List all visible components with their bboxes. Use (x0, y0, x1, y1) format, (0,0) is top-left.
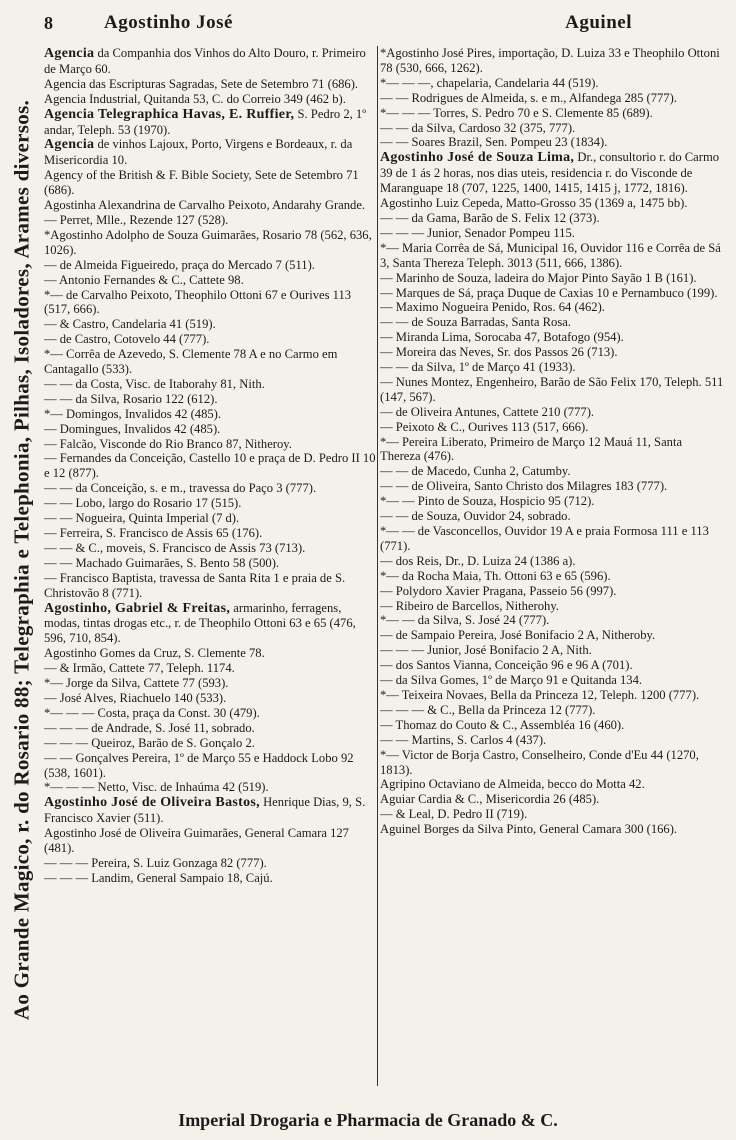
directory-entry (44, 795, 376, 826)
directory-entry (44, 92, 376, 107)
directory-entry (44, 451, 376, 481)
entry-text: — de Almeida Figueiredo, praça do Mercado 7 (511). (44, 257, 315, 272)
entry-text: *— — — Torres, S. Pedro 70 e S. Clemente 85 (689). (380, 105, 653, 120)
entry-text: — — de Souza Barradas, Santa Rosa. (380, 315, 571, 330)
entry-text: — Marques de Sá, praça Duque de Caxias 10 e Pernambuco (199). (380, 285, 718, 300)
page-number: 8 (44, 12, 53, 33)
entry-text: — — da Silva, 1º de Março 41 (1933). (380, 360, 576, 375)
entry-text: — — Nogueira, Quinta Imperial (7 d). (44, 511, 240, 526)
directory-entry (44, 481, 376, 496)
entry-text: — Francisco Baptista, travessa de Santa Rita 1 e praia de S. Christovão 8 (771). (44, 570, 346, 600)
directory-entry (380, 226, 724, 241)
directory-entry (44, 706, 376, 721)
entry-text: *— da Rocha Maia, Th. Ottoni 63 e 65 (596). (380, 568, 611, 583)
directory-entry (44, 541, 376, 556)
directory-entry (44, 871, 376, 886)
entry-text: — Nunes Montez, Engenheiro, Barão de São Felix 170, Teleph. 511 (147, 567). (380, 374, 724, 404)
entry-text: — — Martins, S. Carlos 4 (437). (380, 732, 547, 747)
entry-text: — Fernandes da Conceição, Castello 10 e praça de D. Pedro II 10 e 12 (877). (44, 451, 376, 481)
directory-entry (380, 569, 724, 584)
directory-entry (380, 643, 724, 658)
directory-entry (44, 407, 376, 422)
entry-text: da Companhia dos Vinhos do Alto Douro, r. Primeiro de Março 60. (44, 46, 366, 76)
entry-text: — — Rodrigues de Almeida, s. e m., Alfandega 285 (777). (380, 90, 677, 105)
entry-text: Agostinho José de Oliveira Guimarães, General Camara 127 (481). (44, 826, 349, 856)
entry-text: — de Sampaio Pereira, José Bonifacio 2 A, Nitheroby. (380, 628, 656, 643)
directory-entry (44, 288, 376, 318)
entry-text: — Marinho de Souza, ladeira do Major Pinto Sayão 1 B (161). (380, 270, 697, 285)
entry-text: — José Alves, Riachuelo 140 (533). (44, 690, 227, 705)
entry-text: — — — Pereira, S. Luiz Gonzaga 82 (777). (44, 855, 267, 870)
directory-entry (380, 300, 724, 315)
entry-text: — & Castro, Candelaria 41 (519). (44, 317, 216, 332)
entry-name-bold: Agostinho José de Souza Lima, (380, 150, 575, 166)
entry-text: Aguiar Cardia & C., Misericordia 26 (485). (380, 792, 600, 807)
entry-text: *— — Pinto de Souza, Hospicio 95 (712). (380, 494, 595, 509)
entry-text: *— — de Vasconcellos, Ouvidor 19 A e praia Formosa 111 e 113 (771). (380, 524, 709, 553)
entry-text: S. Pedro 2, 1º andar, Teleph. 53 (1970). (44, 106, 367, 137)
entry-text: *— Domingos, Invalidos 42 (485). (44, 406, 222, 421)
entry-text: — — de Macedo, Cunha 2, Catumby. (380, 464, 571, 479)
directory-entry (380, 135, 724, 150)
directory-entry (44, 377, 376, 392)
directory-entry (380, 375, 724, 405)
directory-entry (380, 688, 724, 703)
entry-text: *— — da Silva, S. José 24 (777). (380, 613, 550, 628)
directory-entry (380, 658, 724, 673)
directory-entry (44, 77, 376, 92)
directory-entry (380, 673, 724, 688)
directory-entry (380, 807, 724, 822)
header-left-keyword: Agostinho José (104, 12, 233, 33)
directory-entry (380, 554, 724, 569)
directory-entry (44, 826, 376, 856)
directory-entry (380, 613, 724, 628)
entry-text: — Polydoro Xavier Pragana, Passeio 56 (997). (380, 583, 617, 598)
entry-text: — — — de Andrade, S. José 11, sobrado. (44, 720, 255, 735)
entry-text: — Domingues, Invalidos 42 (485). (44, 421, 221, 436)
directory-entry (380, 748, 724, 778)
entry-name-bold: Agencia Telegraphica Havas, E. Ruffier, (44, 106, 295, 122)
entry-text: — dos Santos Vianna, Conceição 96 e 96 A (701). (380, 658, 633, 673)
entry-text: — — Lobo, largo do Rosario 17 (515). (44, 496, 242, 511)
directory-entry (380, 494, 724, 509)
entry-text: — da Silva Gomes, 1º de Março 91 e Quitanda 134. (380, 673, 643, 688)
directory-entry (44, 213, 376, 228)
right-column (380, 46, 724, 1086)
directory-entry (44, 347, 376, 377)
directory-entry (44, 496, 376, 511)
directory-entry (380, 628, 724, 643)
entry-text: — — — Junior, José Bonifacio 2 A, Nith. (380, 643, 592, 658)
entry-text: — — da Costa, Visc. de Itaborahy 81, Nith. (44, 376, 265, 391)
directory-entry (380, 703, 724, 718)
entry-text: *— Victor de Borja Castro, Conselheiro, Conde d'Eu 44 (1270, 1813). (380, 747, 699, 777)
entry-text: — — Gonçalves Pereira, 1º de Março 55 e Haddock Lobo 92 (538, 1601). (44, 750, 354, 780)
entry-text: — Maximo Nogueira Penido, Ros. 64 (462). (380, 300, 605, 315)
directory-entry (380, 405, 724, 420)
entry-text: *— Corrêa de Azevedo, S. Clemente 78 A e no Carmo em Cantagallo (533). (44, 347, 338, 377)
entry-text: — Falcão, Visconde do Rio Branco 87, Nitheroy. (44, 436, 292, 451)
directory-entry (380, 584, 724, 599)
directory-entry (44, 392, 376, 407)
entry-text: — — Soares Brazil, Sen. Pompeu 23 (1834). (380, 135, 608, 150)
entry-text: *— — — Netto, Visc. de Inhaúma 42 (519). (44, 780, 269, 795)
directory-entry (380, 360, 724, 375)
entry-text: Aguinel Borges da Silva Pinto, General Camara 300 (166). (380, 822, 678, 837)
directory-entry (380, 509, 724, 524)
page-header (44, 8, 722, 38)
entry-text: — Moreira das Neves, Sr. dos Passos 26 (713). (380, 345, 618, 360)
directory-entry (44, 691, 376, 706)
directory-entry (44, 601, 376, 647)
directory-entry (380, 733, 724, 748)
directory-entry (380, 718, 724, 733)
directory-entry (44, 317, 376, 332)
entry-text: *Agostinho Adolpho de Souza Guimarães, Rosario 78 (562, 636, 1026). (44, 227, 372, 257)
entry-text: — — da Silva, Rosario 122 (612). (44, 391, 218, 406)
entry-text: — — Machado Guimarães, S. Bento 58 (500). (44, 555, 280, 570)
entry-text: — de Castro, Cotovelo 44 (777). (44, 332, 210, 347)
entry-text: *— de Carvalho Peixoto, Theophilo Ottoni 67 e Ourives 113 (517, 666). (44, 287, 352, 317)
directory-entry (44, 646, 376, 661)
directory-entry (380, 599, 724, 614)
directory-entry (44, 780, 376, 795)
left-column (44, 46, 376, 1086)
directory-entry (380, 271, 724, 286)
directory-entry (380, 315, 724, 330)
entry-text: *— Pereira Liberato, Primeiro de Março 12 Mauá 11, Santa Thereza (476). (380, 434, 683, 464)
directory-entry (380, 196, 724, 211)
directory-entry (44, 228, 376, 258)
directory-entry (380, 106, 724, 121)
directory-entry (44, 751, 376, 781)
entry-text: — & Irmão, Cattete 77, Teleph. 1174. (44, 661, 235, 676)
vertical-advertisement-text: Ao Grande Magico, r. do Rosario 88; Telegraphia e Telephonia, Pilhas, Isoladores, Arames diversos. (9, 99, 34, 1021)
entry-text: Henrique Dias, 9, S. Francisco Xavier (511). (44, 795, 366, 826)
directory-entry (380, 286, 724, 301)
directory-entry (380, 46, 724, 76)
entry-text: — Peixoto & C., Ourives 113 (517, 666). (380, 419, 589, 434)
entry-text: — — da Silva, Cardoso 32 (375, 777). (380, 120, 576, 135)
entry-text: *— Teixeira Novaes, Bella da Princeza 12, Teleph. 1200 (777). (380, 687, 700, 702)
entry-text: *Agostinho José Pires, importação, D. Luiza 33 e Theophilo Ottoni 78 (530, 666, 1262). (380, 46, 720, 75)
directory-entry (44, 721, 376, 736)
directory-entry (44, 46, 376, 77)
directory-entry (380, 241, 724, 271)
directory-entry (44, 273, 376, 288)
entry-text: Agencia Industrial, Quitanda 53, C. do Correio 349 (462 b). (44, 91, 346, 106)
entry-text: Dr., consultorio r. do Carmo 39 de 1 ás 2 horas, nos dias uteis, residencia r. do Visconde de Maranguape 18 (707, 1225, 1400, 1415, 1415 j, 1772, 1816). (380, 150, 720, 196)
entry-text: de vinhos Lajoux, Porto, Virgens e Bordeaux, r. da Misericordia 10. (44, 137, 353, 168)
entry-text: *— — — Costa, praça da Const. 30 (479). (44, 705, 260, 720)
directory-entry (44, 511, 376, 526)
entry-text: Agostinha Alexandrina de Carvalho Peixoto, Andarahy Grande. (44, 198, 366, 213)
directory-entry (44, 556, 376, 571)
entry-text: Agency of the British & F. Bible Society, Sete de Setembro 71 (686). (44, 168, 359, 198)
entry-text: *— Maria Corrêa de Sá, Municipal 16, Ouvidor 116 e Corrêa de Sá 3, Santa Thereza Teleph. 3013 (511, 666, 1386). (380, 240, 721, 270)
entry-text: — — da Gama, Barão de S. Felix 12 (373). (380, 210, 600, 225)
directory-entry (44, 661, 376, 676)
entry-text: — — — & C., Bella da Princeza 12 (777). (380, 702, 596, 717)
directory-entry (44, 437, 376, 452)
entry-text: *— Jorge da Silva, Cattete 77 (593). (44, 676, 229, 691)
directory-entry (380, 345, 724, 360)
entry-name-bold: Agencia (44, 137, 95, 153)
directory-entry (44, 526, 376, 541)
entry-text: — — da Conceição, s. e m., travessa do Paço 3 (777). (44, 481, 317, 496)
directory-entry (44, 107, 376, 138)
directory-entry (44, 422, 376, 437)
entry-text: — Ribeiro de Barcellos, Nitherohy. (380, 598, 559, 613)
directory-entry (380, 91, 724, 106)
entry-text: — Antonio Fernandes & C., Cattete 98. (44, 272, 244, 287)
directory-entry (44, 198, 376, 213)
directory-entry (44, 137, 376, 168)
entry-text: Agencia das Escripturas Sagradas, Sete de Setembro 71 (686). (44, 76, 359, 91)
header-right-keyword: Aguinel (565, 12, 632, 33)
entry-text: — dos Reis, Dr., D. Luiza 24 (1386 a). (380, 553, 576, 568)
directory-entry (380, 330, 724, 345)
directory-entry (380, 479, 724, 494)
directory-entry (44, 168, 376, 198)
directory-entry (380, 211, 724, 226)
entry-text: — — — Junior, Senador Pompeu 115. (380, 225, 575, 240)
column-divider (377, 46, 378, 1086)
entry-text: — — — Landim, General Sampaio 18, Cajú. (44, 870, 273, 885)
entry-text: Agostinho Luiz Cepeda, Matto-Grosso 35 (1369 a, 1475 bb). (380, 196, 688, 211)
entry-text: — Miranda Lima, Sorocaba 47, Botafogo (954). (380, 330, 624, 345)
entry-text: — — & C., moveis, S. Francisco de Assis 73 (713). (44, 540, 306, 555)
directory-entry (380, 792, 724, 807)
directory-entry (44, 856, 376, 871)
entry-text: — de Oliveira Antunes, Cattete 210 (777). (380, 404, 595, 419)
directory-entry (44, 676, 376, 691)
vertical-advertisement (4, 40, 40, 1080)
directory-entry (380, 777, 724, 792)
entry-text: — & Leal, D. Pedro II (719). (380, 807, 528, 822)
directory-entry (380, 420, 724, 435)
directory-entry (44, 736, 376, 751)
directory-entry (380, 76, 724, 91)
directory-entry (380, 524, 724, 554)
entry-text: — — — Queiroz, Barão de S. Gonçalo 2. (44, 735, 255, 750)
entry-text: *— — —, chapelaria, Candelaria 44 (519). (380, 75, 599, 90)
entry-name-bold: Agencia (44, 46, 95, 61)
directory-entry (380, 822, 724, 837)
directory-entry (44, 332, 376, 347)
entry-name-bold: Agostinho José de Oliveira Bastos, (44, 795, 260, 811)
entry-text: — Thomaz do Couto & C., Assembléa 16 (460). (380, 717, 625, 732)
directory-entry (44, 571, 376, 601)
directory-entry (380, 464, 724, 479)
directory-entry (380, 121, 724, 136)
entry-text: — — de Oliveira, Santo Christo dos Milagres 183 (777). (380, 479, 668, 494)
entry-text: — Ferreira, S. Francisco de Assis 65 (176). (44, 526, 263, 540)
entry-text: — — de Souza, Ouvidor 24, sobrado. (380, 509, 571, 524)
directory-entry (380, 435, 724, 465)
entry-text: Agostinho Gomes da Cruz, S. Clemente 78. (44, 646, 265, 661)
directory-entry (44, 258, 376, 273)
entry-text: Agripino Octaviano de Almeida, becco do Motta 42. (380, 777, 645, 792)
entry-text: armarinho, ferragens, modas, tintas drogas etc., r. de Theophilo Ottoni 63 e 65 (476, 596, 710, 854). (44, 600, 356, 646)
directory-entry (380, 150, 724, 196)
footer-advertisement: Imperial Drogaria e Pharmacia de Granado & C. (178, 1110, 558, 1130)
entry-name-bold: Agostinho, Gabriel & Freitas, (44, 600, 231, 616)
entry-text: — Perret, Mlle., Rezende 127 (528). (44, 212, 229, 227)
